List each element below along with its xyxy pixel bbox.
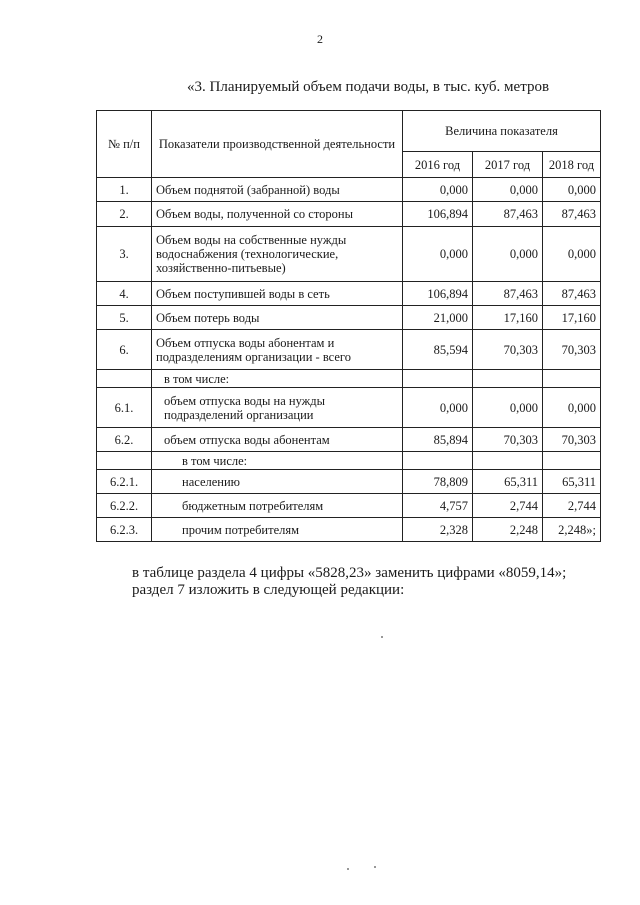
value-2017: 70,303 xyxy=(473,428,543,452)
header-year-2016: 2016 год xyxy=(403,152,473,178)
row-number: 6.2.1. xyxy=(97,470,152,494)
value-2016: 106,894 xyxy=(403,282,473,306)
row-number: 6.2.2. xyxy=(97,494,152,518)
value-2018: 87,463 xyxy=(543,282,601,306)
table-row xyxy=(97,227,601,282)
table-row xyxy=(97,388,601,428)
value-2017 xyxy=(473,452,543,470)
table-row xyxy=(97,202,601,227)
row-number: 6.2. xyxy=(97,428,152,452)
value-2016: 2,328 xyxy=(403,518,473,542)
row-label: прочим потребителям xyxy=(152,518,403,542)
table-row xyxy=(97,428,601,452)
value-2016: 85,894 xyxy=(403,428,473,452)
value-2016: 0,000 xyxy=(403,178,473,202)
amendment-paragraph-2: раздел 7 изложить в следующей редакции: xyxy=(132,582,405,598)
row-label: Объем отпуска воды абонентам и подразделениям организации - всего xyxy=(152,330,403,370)
value-2018: 65,311 xyxy=(543,470,601,494)
table-header-row xyxy=(97,111,601,152)
table-row xyxy=(97,452,601,470)
amendment-paragraph-1: в таблице раздела 4 цифры «5828,23» заменить цифрами «8059,14»; xyxy=(132,565,567,581)
value-2017: 0,000 xyxy=(473,388,543,428)
row-label: Объем поднятой (забранной) воды xyxy=(152,178,403,202)
table-row xyxy=(97,494,601,518)
table-row xyxy=(97,306,601,330)
value-2017: 2,744 xyxy=(473,494,543,518)
value-2017: 2,248 xyxy=(473,518,543,542)
row-label: Объем воды на собственные нужды водоснабжения (технологические, хозяйственно-питьевые) xyxy=(152,227,403,282)
row-number: 3. xyxy=(97,227,152,282)
row-label: Объем потерь воды xyxy=(152,306,403,330)
value-2016: 21,000 xyxy=(403,306,473,330)
header-year-2018: 2018 год xyxy=(543,152,601,178)
row-label: бюджетным потребителям xyxy=(152,494,403,518)
value-2018: 87,463 xyxy=(543,202,601,227)
row-label: населению xyxy=(152,470,403,494)
scan-speck xyxy=(374,866,376,868)
value-2017 xyxy=(473,370,543,388)
row-number: 1. xyxy=(97,178,152,202)
row-label: объем отпуска воды абонентам xyxy=(152,428,403,452)
value-2018: 70,303 xyxy=(543,330,601,370)
row-number: 5. xyxy=(97,306,152,330)
value-2018: 2,744 xyxy=(543,494,601,518)
row-number: 4. xyxy=(97,282,152,306)
row-label: в том числе: xyxy=(152,370,403,388)
table-row xyxy=(97,470,601,494)
header-indicator: Показатели производственной деятельности xyxy=(152,111,403,178)
value-2018: 0,000 xyxy=(543,227,601,282)
table-row xyxy=(97,178,601,202)
value-2017: 17,160 xyxy=(473,306,543,330)
row-number xyxy=(97,370,152,388)
row-number: 6.1. xyxy=(97,388,152,428)
scan-speck xyxy=(381,636,383,638)
value-2016: 0,000 xyxy=(403,388,473,428)
value-2018: 0,000 xyxy=(543,388,601,428)
value-2016 xyxy=(403,370,473,388)
row-number xyxy=(97,452,152,470)
section-heading: «3. Планируемый объем подачи воды, в тыс. куб. метров xyxy=(187,79,550,95)
value-2017: 0,000 xyxy=(473,227,543,282)
value-2016 xyxy=(403,452,473,470)
header-year-2017: 2017 год xyxy=(473,152,543,178)
header-value: Величина показателя xyxy=(403,111,601,152)
value-2017: 87,463 xyxy=(473,202,543,227)
row-label: Объем поступившей воды в сеть xyxy=(152,282,403,306)
value-2018: 70,303 xyxy=(543,428,601,452)
scan-speck xyxy=(347,868,349,870)
page-number: 2 xyxy=(317,32,323,46)
value-2017: 0,000 xyxy=(473,178,543,202)
value-2016: 85,594 xyxy=(403,330,473,370)
value-2016: 106,894 xyxy=(403,202,473,227)
row-label: объем отпуска воды на нужды подразделений организации xyxy=(152,388,403,428)
value-2016: 78,809 xyxy=(403,470,473,494)
table-row xyxy=(97,330,601,370)
table-row xyxy=(97,518,601,542)
value-2016: 0,000 xyxy=(403,227,473,282)
value-2018 xyxy=(543,370,601,388)
value-2018: 0,000 xyxy=(543,178,601,202)
value-2017: 65,311 xyxy=(473,470,543,494)
value-2017: 87,463 xyxy=(473,282,543,306)
value-2018: 17,160 xyxy=(543,306,601,330)
water-supply-table xyxy=(96,110,601,542)
value-2018 xyxy=(543,452,601,470)
table-row xyxy=(97,370,601,388)
row-label: в том числе: xyxy=(152,452,403,470)
value-2018: 2,248»; xyxy=(543,518,601,542)
value-2017: 70,303 xyxy=(473,330,543,370)
header-number: № п/п xyxy=(97,111,152,178)
row-label: Объем воды, полученной со стороны xyxy=(152,202,403,227)
table-row xyxy=(97,282,601,306)
value-2016: 4,757 xyxy=(403,494,473,518)
row-number: 6. xyxy=(97,330,152,370)
row-number: 2. xyxy=(97,202,152,227)
row-number: 6.2.3. xyxy=(97,518,152,542)
